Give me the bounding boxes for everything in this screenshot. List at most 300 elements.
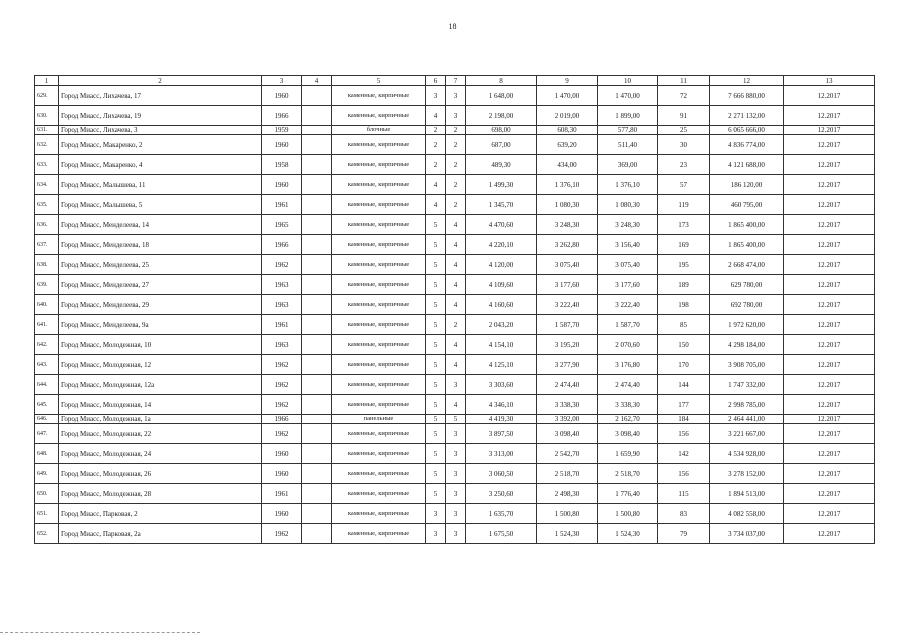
col-4-cell (302, 504, 332, 524)
floors-cell: 5 (426, 335, 446, 355)
entrances-cell: 4 (446, 355, 466, 375)
housing-registry-table (34, 75, 875, 544)
entrances-cell: 3 (446, 444, 466, 464)
repair-cost-cell: 3 734 037,00 (710, 524, 784, 544)
floors-cell: 2 (426, 126, 446, 135)
row-number-cell: 642. (35, 335, 59, 355)
living-area-cell: 3 392,00 (537, 415, 598, 424)
private-area-cell: 3 248,30 (598, 215, 658, 235)
col-4-cell (302, 444, 332, 464)
deadline-cell: 12.2017 (784, 415, 875, 424)
row-number-cell: 636. (35, 215, 59, 235)
row-number-cell: 647. (35, 424, 59, 444)
column-number-header: 3 (262, 76, 302, 86)
row-number-cell: 649. (35, 464, 59, 484)
col-4-cell (302, 175, 332, 195)
floors-cell: 5 (426, 315, 446, 335)
deadline-cell: 12.2017 (784, 135, 875, 155)
table-row (35, 295, 875, 315)
col-4-cell (302, 295, 332, 315)
col-4-cell (302, 375, 332, 395)
living-area-cell: 3 177,60 (537, 275, 598, 295)
repair-cost-cell: 4 836 774,00 (710, 135, 784, 155)
table-row (35, 444, 875, 464)
deadline-cell: 12.2017 (784, 355, 875, 375)
deadline-cell: 12.2017 (784, 175, 875, 195)
residents-cell: 115 (658, 484, 710, 504)
repair-cost-cell: 4 298 184,00 (710, 335, 784, 355)
total-area-cell: 1 499,30 (466, 175, 537, 195)
entrances-cell: 5 (446, 415, 466, 424)
repair-cost-cell: 4 082 558,00 (710, 504, 784, 524)
residents-cell: 79 (658, 524, 710, 544)
column-number-header: 1 (35, 76, 59, 86)
column-number-header: 8 (466, 76, 537, 86)
deadline-cell: 12.2017 (784, 464, 875, 484)
deadline-cell: 12.2017 (784, 484, 875, 504)
deadline-cell: 12.2017 (784, 235, 875, 255)
living-area-cell: 2 518,70 (537, 464, 598, 484)
table-row (35, 504, 875, 524)
residents-cell: 177 (658, 395, 710, 415)
col-4-cell (302, 255, 332, 275)
deadline-cell: 12.2017 (784, 255, 875, 275)
living-area-cell: 2 542,70 (537, 444, 598, 464)
row-number-cell: 641. (35, 315, 59, 335)
deadline-cell: 12.2017 (784, 395, 875, 415)
year-built-cell: 1962 (262, 524, 302, 544)
year-built-cell: 1960 (262, 444, 302, 464)
table-row (35, 235, 875, 255)
living-area-cell: 1 376,10 (537, 175, 598, 195)
address-cell: Город Миасс, Молодежная, 10 (59, 335, 262, 355)
table-row (35, 215, 875, 235)
floors-cell: 5 (426, 355, 446, 375)
living-area-cell: 3 338,30 (537, 395, 598, 415)
repair-cost-cell: 1 747 332,00 (710, 375, 784, 395)
living-area-cell: 1 470,00 (537, 86, 598, 106)
total-area-cell: 1 675,50 (466, 524, 537, 544)
entrances-cell: 4 (446, 295, 466, 315)
private-area-cell: 1 899,00 (598, 106, 658, 126)
deadline-cell: 12.2017 (784, 524, 875, 544)
deadline-cell: 12.2017 (784, 315, 875, 335)
scan-artifact-line (0, 632, 200, 636)
year-built-cell: 1961 (262, 484, 302, 504)
row-number-cell: 638. (35, 255, 59, 275)
floors-cell: 4 (426, 195, 446, 215)
column-number-header: 6 (426, 76, 446, 86)
repair-cost-cell: 460 795,00 (710, 195, 784, 215)
floors-cell: 5 (426, 444, 446, 464)
living-area-cell: 2 019,00 (537, 106, 598, 126)
private-area-cell: 511,40 (598, 135, 658, 155)
page-number: 18 (448, 22, 457, 31)
address-cell: Город Миасс, Парковая, 2а (59, 524, 262, 544)
private-area-cell: 577,80 (598, 126, 658, 135)
living-area-cell: 3 262,80 (537, 235, 598, 255)
residents-cell: 144 (658, 375, 710, 395)
entrances-cell: 3 (446, 424, 466, 444)
residents-cell: 30 (658, 135, 710, 155)
floors-cell: 4 (426, 175, 446, 195)
repair-cost-cell: 6 065 666,00 (710, 126, 784, 135)
table-row (35, 315, 875, 335)
living-area-cell: 2 498,30 (537, 484, 598, 504)
row-number-cell: 639. (35, 275, 59, 295)
repair-cost-cell: 186 120,00 (710, 175, 784, 195)
table-row (35, 424, 875, 444)
living-area-cell: 1 524,30 (537, 524, 598, 544)
address-cell: Город Миасс, Молодежная, 22 (59, 424, 262, 444)
wall-material-cell: каменные, кирпичные (332, 195, 426, 215)
floors-cell: 5 (426, 235, 446, 255)
entrances-cell: 3 (446, 106, 466, 126)
table-row (35, 415, 875, 424)
total-area-cell: 4 154,10 (466, 335, 537, 355)
floors-cell: 5 (426, 375, 446, 395)
address-cell: Город Миасс, Макаренко, 2 (59, 135, 262, 155)
year-built-cell: 1958 (262, 155, 302, 175)
residents-cell: 57 (658, 175, 710, 195)
entrances-cell: 3 (446, 375, 466, 395)
wall-material-cell: каменные, кирпичные (332, 444, 426, 464)
private-area-cell: 1 524,30 (598, 524, 658, 544)
wall-material-cell: блочные (332, 126, 426, 135)
living-area-cell: 3 277,90 (537, 355, 598, 375)
address-cell: Город Миасс, Молодежная, 24 (59, 444, 262, 464)
column-number-header: 5 (332, 76, 426, 86)
private-area-cell: 3 098,40 (598, 424, 658, 444)
table-row (35, 275, 875, 295)
total-area-cell: 3 313,00 (466, 444, 537, 464)
repair-cost-cell: 2 464 441,00 (710, 415, 784, 424)
total-area-cell: 4 125,10 (466, 355, 537, 375)
repair-cost-cell: 1 865 400,00 (710, 215, 784, 235)
entrances-cell: 4 (446, 335, 466, 355)
year-built-cell: 1963 (262, 335, 302, 355)
residents-cell: 195 (658, 255, 710, 275)
table-row (35, 106, 875, 126)
residents-cell: 156 (658, 424, 710, 444)
row-number-cell: 631. (35, 126, 59, 135)
address-cell: Город Миасс, Менделеева, 9а (59, 315, 262, 335)
total-area-cell: 3 060,50 (466, 464, 537, 484)
col-4-cell (302, 335, 332, 355)
col-4-cell (302, 275, 332, 295)
wall-material-cell: каменные, кирпичные (332, 504, 426, 524)
residents-cell: 150 (658, 335, 710, 355)
deadline-cell: 12.2017 (784, 424, 875, 444)
total-area-cell: 2 043,20 (466, 315, 537, 335)
residents-cell: 142 (658, 444, 710, 464)
table-row (35, 464, 875, 484)
total-area-cell: 687,00 (466, 135, 537, 155)
entrances-cell: 3 (446, 504, 466, 524)
deadline-cell: 12.2017 (784, 335, 875, 355)
private-area-cell: 3 176,80 (598, 355, 658, 375)
row-number-cell: 646. (35, 415, 59, 424)
wall-material-cell: каменные, кирпичные (332, 155, 426, 175)
entrances-cell: 3 (446, 86, 466, 106)
year-built-cell: 1960 (262, 86, 302, 106)
residents-cell: 189 (658, 275, 710, 295)
year-built-cell: 1962 (262, 375, 302, 395)
total-area-cell: 4 109,60 (466, 275, 537, 295)
wall-material-cell: каменные, кирпичные (332, 395, 426, 415)
entrances-cell: 4 (446, 215, 466, 235)
total-area-cell: 4 346,10 (466, 395, 537, 415)
total-area-cell: 1 648,00 (466, 86, 537, 106)
address-cell: Город Миасс, Лихачева, 3 (59, 126, 262, 135)
repair-cost-cell: 629 780,00 (710, 275, 784, 295)
wall-material-cell: каменные, кирпичные (332, 86, 426, 106)
private-area-cell: 1 470,00 (598, 86, 658, 106)
col-4-cell (302, 424, 332, 444)
wall-material-cell: каменные, кирпичные (332, 524, 426, 544)
year-built-cell: 1960 (262, 464, 302, 484)
deadline-cell: 12.2017 (784, 275, 875, 295)
col-4-cell (302, 415, 332, 424)
row-number-cell: 652. (35, 524, 59, 544)
table-row (35, 255, 875, 275)
wall-material-cell: каменные, кирпичные (332, 424, 426, 444)
year-built-cell: 1966 (262, 415, 302, 424)
col-4-cell (302, 126, 332, 135)
year-built-cell: 1959 (262, 126, 302, 135)
wall-material-cell: каменные, кирпичные (332, 315, 426, 335)
residents-cell: 91 (658, 106, 710, 126)
wall-material-cell: каменные, кирпичные (332, 375, 426, 395)
row-number-cell: 651. (35, 504, 59, 524)
column-number-header: 4 (302, 76, 332, 86)
column-number-header: 9 (537, 76, 598, 86)
address-cell: Город Миасс, Молодежная, 28 (59, 484, 262, 504)
row-number-cell: 632. (35, 135, 59, 155)
year-built-cell: 1961 (262, 195, 302, 215)
private-area-cell: 1 080,30 (598, 195, 658, 215)
residents-cell: 173 (658, 215, 710, 235)
row-number-cell: 630. (35, 106, 59, 126)
residents-cell: 156 (658, 464, 710, 484)
deadline-cell: 12.2017 (784, 126, 875, 135)
table-row (35, 484, 875, 504)
private-area-cell: 1 659,90 (598, 444, 658, 464)
repair-cost-cell: 2 668 474,00 (710, 255, 784, 275)
residents-cell: 169 (658, 235, 710, 255)
repair-cost-cell: 1 894 513,00 (710, 484, 784, 504)
row-number-cell: 644. (35, 375, 59, 395)
table-row (35, 524, 875, 544)
year-built-cell: 1965 (262, 215, 302, 235)
deadline-cell: 12.2017 (784, 504, 875, 524)
column-number-header: 7 (446, 76, 466, 86)
col-4-cell (302, 524, 332, 544)
wall-material-cell: каменные, кирпичные (332, 484, 426, 504)
wall-material-cell: каменные, кирпичные (332, 335, 426, 355)
living-area-cell: 1 080,30 (537, 195, 598, 215)
col-4-cell (302, 484, 332, 504)
address-cell: Город Миасс, Менделеева, 14 (59, 215, 262, 235)
repair-cost-cell: 3 908 705,00 (710, 355, 784, 375)
row-number-cell: 633. (35, 155, 59, 175)
residents-cell: 170 (658, 355, 710, 375)
private-area-cell: 2 162,70 (598, 415, 658, 424)
wall-material-cell: каменные, кирпичные (332, 255, 426, 275)
living-area-cell: 2 474,40 (537, 375, 598, 395)
total-area-cell: 1 635,70 (466, 504, 537, 524)
total-area-cell: 1 345,70 (466, 195, 537, 215)
col-4-cell (302, 86, 332, 106)
floors-cell: 2 (426, 135, 446, 155)
repair-cost-cell: 1 865 400,00 (710, 235, 784, 255)
total-area-cell: 3 303,60 (466, 375, 537, 395)
year-built-cell: 1962 (262, 395, 302, 415)
table-body (35, 76, 875, 544)
deadline-cell: 12.2017 (784, 106, 875, 126)
table-row (35, 195, 875, 215)
col-4-cell (302, 315, 332, 335)
entrances-cell: 3 (446, 524, 466, 544)
year-built-cell: 1963 (262, 295, 302, 315)
address-cell: Город Миасс, Молодежная, 1а (59, 415, 262, 424)
total-area-cell: 3 897,50 (466, 424, 537, 444)
floors-cell: 3 (426, 504, 446, 524)
address-cell: Город Миасс, Молодежная, 12а (59, 375, 262, 395)
column-number-header: 2 (59, 76, 262, 86)
entrances-cell: 2 (446, 315, 466, 335)
entrances-cell: 4 (446, 275, 466, 295)
entrances-cell: 2 (446, 135, 466, 155)
wall-material-cell: каменные, кирпичные (332, 215, 426, 235)
floors-cell: 4 (426, 106, 446, 126)
private-area-cell: 1 776,40 (598, 484, 658, 504)
year-built-cell: 1961 (262, 315, 302, 335)
repair-cost-cell: 2 998 785,00 (710, 395, 784, 415)
living-area-cell: 639,20 (537, 135, 598, 155)
living-area-cell: 3 195,20 (537, 335, 598, 355)
col-4-cell (302, 464, 332, 484)
residents-cell: 83 (658, 504, 710, 524)
row-number-cell: 629. (35, 86, 59, 106)
col-4-cell (302, 135, 332, 155)
address-cell: Город Миасс, Малышева, 11 (59, 175, 262, 195)
table-row (35, 155, 875, 175)
total-area-cell: 4 419,30 (466, 415, 537, 424)
entrances-cell: 4 (446, 395, 466, 415)
column-number-header: 12 (710, 76, 784, 86)
year-built-cell: 1960 (262, 175, 302, 195)
deadline-cell: 12.2017 (784, 375, 875, 395)
row-number-cell: 637. (35, 235, 59, 255)
private-area-cell: 3 177,60 (598, 275, 658, 295)
year-built-cell: 1966 (262, 106, 302, 126)
deadline-cell: 12.2017 (784, 86, 875, 106)
wall-material-cell: панельные (332, 415, 426, 424)
private-area-cell: 2 474,40 (598, 375, 658, 395)
col-4-cell (302, 235, 332, 255)
living-area-cell: 3 098,40 (537, 424, 598, 444)
col-4-cell (302, 355, 332, 375)
total-area-cell: 4 470,60 (466, 215, 537, 235)
entrances-cell: 3 (446, 464, 466, 484)
entrances-cell: 2 (446, 175, 466, 195)
floors-cell: 5 (426, 464, 446, 484)
deadline-cell: 12.2017 (784, 215, 875, 235)
total-area-cell: 4 120,00 (466, 255, 537, 275)
year-built-cell: 1960 (262, 504, 302, 524)
repair-cost-cell: 4 534 928,00 (710, 444, 784, 464)
wall-material-cell: каменные, кирпичные (332, 275, 426, 295)
residents-cell: 184 (658, 415, 710, 424)
year-built-cell: 1960 (262, 135, 302, 155)
table-row (35, 126, 875, 135)
deadline-cell: 12.2017 (784, 295, 875, 315)
private-area-cell: 1 587,70 (598, 315, 658, 335)
repair-cost-cell: 3 278 152,00 (710, 464, 784, 484)
year-built-cell: 1962 (262, 424, 302, 444)
address-cell: Город Миасс, Менделеева, 25 (59, 255, 262, 275)
living-area-cell: 3 248,30 (537, 215, 598, 235)
address-cell: Город Миасс, Макаренко, 4 (59, 155, 262, 175)
repair-cost-cell: 4 121 688,00 (710, 155, 784, 175)
residents-cell: 25 (658, 126, 710, 135)
address-cell: Город Миасс, Малышева, 5 (59, 195, 262, 215)
table-row (35, 175, 875, 195)
residents-cell: 119 (658, 195, 710, 215)
row-number-cell: 650. (35, 484, 59, 504)
header-row (35, 76, 875, 86)
living-area-cell: 3 222,40 (537, 295, 598, 315)
residents-cell: 23 (658, 155, 710, 175)
wall-material-cell: каменные, кирпичные (332, 106, 426, 126)
table-row (35, 86, 875, 106)
private-area-cell: 3 338,30 (598, 395, 658, 415)
repair-cost-cell: 1 972 620,00 (710, 315, 784, 335)
address-cell: Город Миасс, Лихачева, 17 (59, 86, 262, 106)
total-area-cell: 489,30 (466, 155, 537, 175)
address-cell: Город Миасс, Лихачева, 19 (59, 106, 262, 126)
repair-cost-cell: 2 271 132,00 (710, 106, 784, 126)
floors-cell: 3 (426, 524, 446, 544)
floors-cell: 5 (426, 215, 446, 235)
residents-cell: 72 (658, 86, 710, 106)
year-built-cell: 1962 (262, 255, 302, 275)
floors-cell: 5 (426, 484, 446, 504)
wall-material-cell: каменные, кирпичные (332, 135, 426, 155)
year-built-cell: 1963 (262, 275, 302, 295)
column-number-header: 13 (784, 76, 875, 86)
repair-cost-cell: 7 666 880,00 (710, 86, 784, 106)
col-4-cell (302, 395, 332, 415)
row-number-cell: 640. (35, 295, 59, 315)
private-area-cell: 2 070,60 (598, 335, 658, 355)
living-area-cell: 3 075,40 (537, 255, 598, 275)
table-row (35, 395, 875, 415)
living-area-cell: 1 500,80 (537, 504, 598, 524)
entrances-cell: 2 (446, 195, 466, 215)
row-number-cell: 634. (35, 175, 59, 195)
table-row (35, 135, 875, 155)
address-cell: Город Миасс, Парковая, 2 (59, 504, 262, 524)
floors-cell: 5 (426, 395, 446, 415)
residents-cell: 198 (658, 295, 710, 315)
living-area-cell: 608,30 (537, 126, 598, 135)
total-area-cell: 4 220,10 (466, 235, 537, 255)
total-area-cell: 3 250,60 (466, 484, 537, 504)
private-area-cell: 369,00 (598, 155, 658, 175)
year-built-cell: 1962 (262, 355, 302, 375)
